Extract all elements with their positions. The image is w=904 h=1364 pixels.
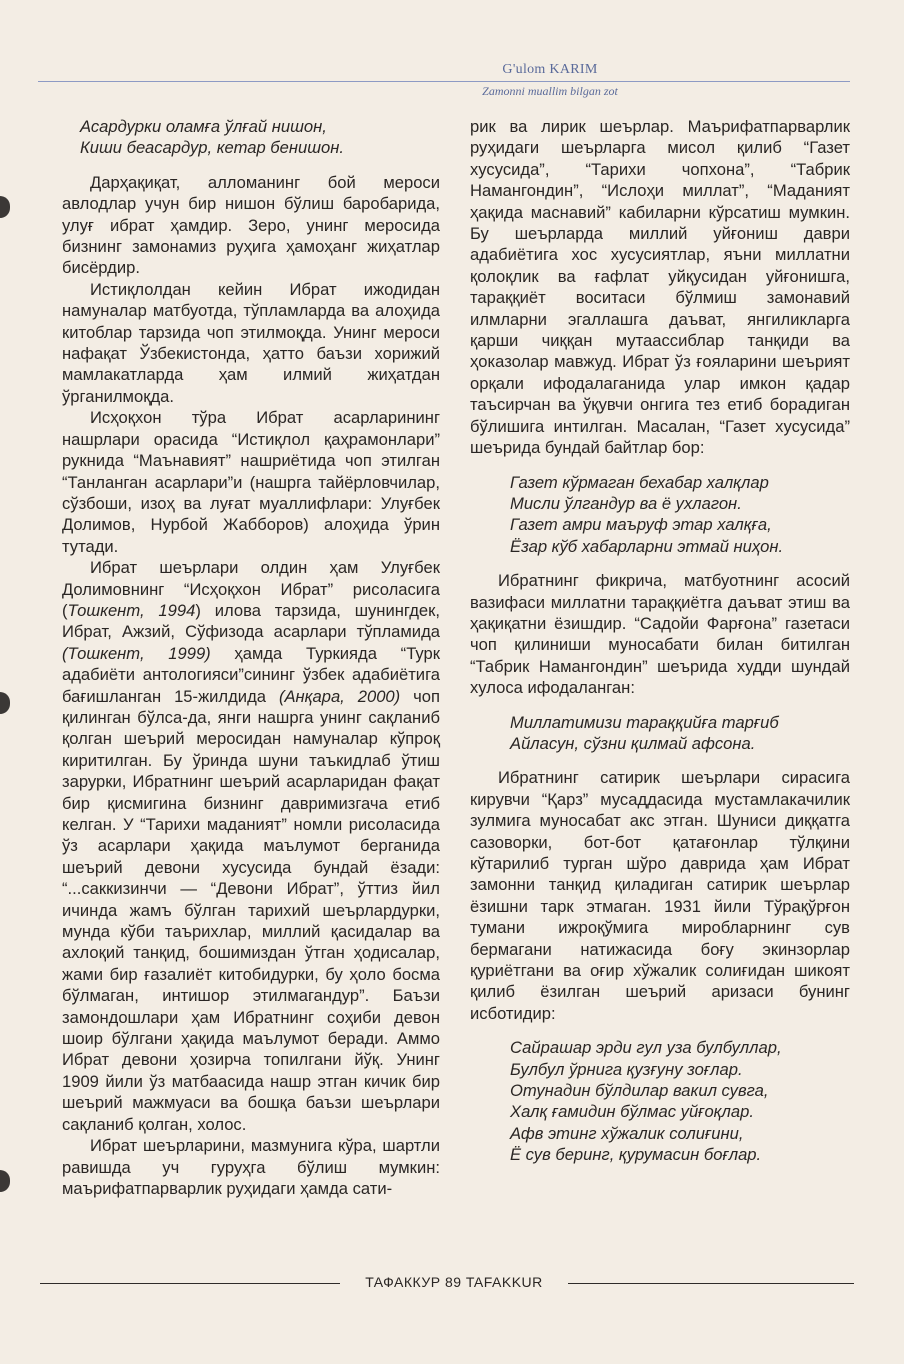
epigraph-verse — [62, 116, 440, 159]
citation: (Тошкент, 1999) — [62, 643, 211, 663]
left-column — [62, 116, 440, 1199]
verse-line: Айласун, сўзни қилмай афсона. — [510, 733, 756, 753]
binder-hole — [0, 692, 10, 714]
verse-line: Сайрашар эрди гул уза булбуллар, — [510, 1038, 782, 1058]
verse-line: Газет амри маъруф этар халқға, — [510, 515, 772, 535]
right-column — [470, 116, 850, 1166]
paragraph: Ибратнинг сатирик шеърлари сирасига кирувчи “Қарз” мусаддасида мустамлакачилик зулмига муносабат акс этган. Шуниси диққатга сазоворки, бот-бот қатағонлар тўлқини кўтарилиб турган шўро даврида ҳам Ибрат замонни танқид қиладиган сатирик шеърлар ёзишни тарк этмаган. 1931 йили Тўрақўрғон тумани ижроқўмига миробларнинг сув бермагани натижасида боғу экинзорлар қуриётгани ва оғир хўжалик солиғидан шикоят қилиб ёзилган шеърий аризаси бунинг исботидир: — [470, 768, 850, 1023]
citation: (Анқара, 2000) — [278, 686, 401, 706]
quoted-verse — [470, 1037, 850, 1165]
binder-hole — [0, 196, 10, 218]
footer-rule-left — [40, 1283, 340, 1284]
verse-line: Газет кўрмаган бехабар халқлар — [510, 472, 769, 492]
paragraph: Ибратнинг фикрича, матбуотнинг асосий вазифаси миллатни тараққиётга даъват этиш ва ҳақиқатни ёзишдир. “Садойи Фарғона” газетаси чоп қилиниши муносабати билан битилган “Табрик Намангондин” шеърида худди шундай хулоса ифодаланган: — [470, 571, 850, 698]
verse-line: Киши беасардур, кетар бенишон. — [80, 138, 344, 158]
paragraph: рик ва лирик шеърлар. Маърифатпарварлик руҳидаги шеърларга мисол қилиб “Газет хусусида”, “Тарихи чопхона”, “Табрик Намангондин”, “Ислоҳи миллат”, “Маданият ҳақида маснавий” кабиларни кўрсатиш мумкин. Бу шеърларда миллий уйғониш даври адабиётига хос хусусиятлар, яъни миллатни қолоқлик ва ғафлат уйқусидан уйғонишга, тараққиёт воситаси бўлмиш замонавий илмларни эгаллашга даъват, янгиликларга қарши чиққан мутаассиблар танқиди ва ҳоказолар мавжуд. Ибрат ўз ғояларини шеърият орқали ифодалаганида улар имкон қадар таъсирчан ва ўқувчи онгига тез етиб борадиган бўлишига интилган. Масалан, “Газет хусусида” шеърида бундай байтлар бор: — [470, 117, 850, 458]
running-header-author: G'ulom KARIM — [502, 62, 598, 77]
verse-line: Ё сув беринг, қурумасин боғлар. — [510, 1145, 762, 1165]
verse-line: Миллатимизи тараққийға тарғиб — [510, 712, 779, 732]
footer-rule-right — [568, 1283, 854, 1284]
binder-hole — [0, 1170, 10, 1192]
verse-line: Асардурки оламға ўлғай нишон, — [80, 117, 327, 136]
verse-line: Афв этинг хўжалик солиғини, — [510, 1123, 744, 1143]
verse-line: Мисли ўлгандур ва ё ухлагон. — [510, 493, 742, 513]
quoted-verse — [470, 472, 850, 558]
paragraph: Дарҳақиқат, алломанинг бой мероси авлодлар учун бир нишон бўлиш баробарида, улуғ ибрат ҳамдир. Зеро, унинг меросида бизнинг замонамиз руҳига ҳамоҳанг жиҳатлар бисёрдир. — [62, 172, 440, 278]
paragraph: Исҳоқхон тўра Ибрат асарларининг нашрлари орасида “Истиқлол қаҳрамонлари” рукнида “Маънавият” нашриётида чоп этилган “Танланган асарлари”и (нашрга тайёрловчилар, сўзбоши, изоҳ ва луғат муаллифлари: Улуғбек Долимов, Нурбой Жабборов) алоҳида ўрин тутади. — [62, 408, 440, 556]
paragraph: Ибрат шеърлари олдин ҳам Улуғбек Долимовнинг “Исҳоқхон Ибрат” рисоласига (Тошкент, 1994) илова тарзида, шунингдек, Ибрат, Ажзий, Сўфизода асарлари тўпламида (Тошкент, 1999) ҳамда Туркияда “Турк адабиёти антологияси”сининг ўзбек адабиётига бағишланган 15-жилдида (Анқара, 2000) чоп қилинган бўлса-да, янги нашрга унинг сақланиб қолган шеърий меросидан намуналар кўпроқ киритилган. Бу ўринда шуни таъкидлаб ўтиш зарурки, Ибратнинг шеърий асарларидан фақат бир қисмигина бизнинг давримизгача етиб келган. У “Тарихи маданият” номли рисоласида ўз асарлари ҳақида маълумот берганида шеърий девони хусусида бундай ёзади: “...саккизинчи — “Девони Ибрат”, ўттиз йил ичинда жамъ бўлган тарихий шеърлардурки, мунда кўби таърихлар, миллий қасидалар ва ахлоқий танқид, бошимиздан ўтган ҳодисалар, жами бир ғазалиёт китобидурки, бу ҳоло босма бўлмаган, интишор этилмагандур”. Баъзи замондошлари ҳам Ибратнинг соҳиби девон шоир бўлгани ҳақида маълумот беради. Аммо Ибрат девони ҳозирча топилгани йўқ. Унинг 1909 йили ўз матбаасида нашр этган кичик бир шеърий мажмуаси ва бошқа баъзи шеърлари сақланиб қолган, холос. — [62, 558, 440, 1134]
citation: Тошкент, 1994 — [67, 600, 196, 620]
verse-line: Булбул ўрнига қузғуну зоғлар. — [510, 1059, 743, 1079]
verse-line: Халқ ғамидин бўлмас уйғоқлар. — [510, 1102, 754, 1122]
quoted-verse — [470, 712, 850, 755]
running-header-subtitle: Zamonni muallim bilgan zot — [482, 84, 618, 98]
verse-line: Ёзар кўб хабарларни этмай ниҳон. — [510, 536, 784, 556]
verse-line: Отунадин бўлдилар вакил сувга, — [510, 1081, 769, 1101]
page-footer: ТАФАККУР 89 TAFAKKUR — [365, 1274, 543, 1290]
paragraph: Истиқлолдан кейин Ибрат ижодидан намуналар матбуотда, тўпламларда ва алоҳида китоблар тарзида чоп этилмоқда. Унинг мероси нафақат Ўзбекистонда, ҳатто баъзи хорижий мамлакатларда ҳам илмий жиҳатдан ўрганилмоқда. — [62, 279, 440, 406]
header-rule — [38, 81, 850, 82]
paragraph: Ибрат шеърларини, мазмунига кўра, шартли равишда уч гуруҳга бўлиш мумкин: маърифатпарварлик руҳидаги ҳамда сати- — [62, 1136, 440, 1198]
